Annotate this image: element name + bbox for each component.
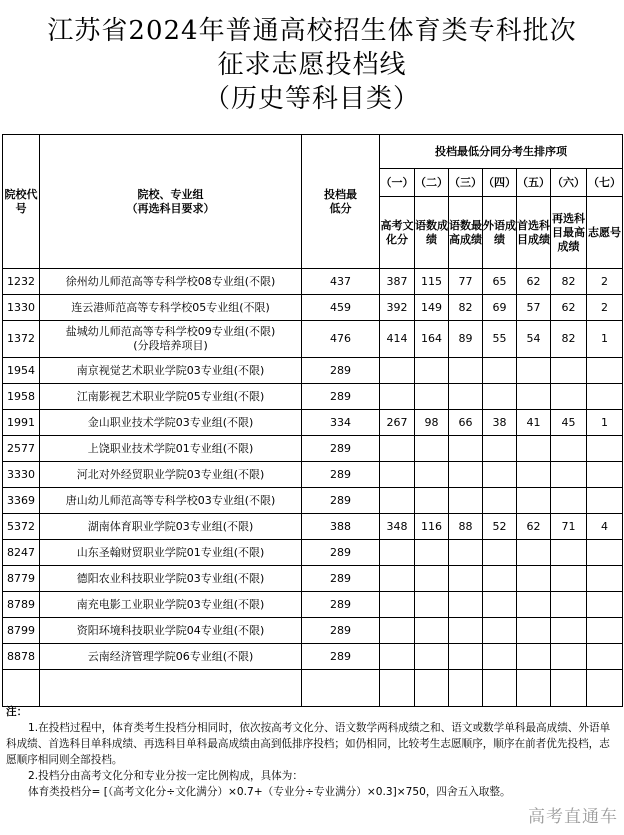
- cell-name: [40, 592, 302, 618]
- cell-code: 8779: [3, 566, 40, 592]
- cell-culture-score: [380, 358, 415, 384]
- cell-foreign-lang: [483, 618, 517, 644]
- cell-code: 1330: [3, 295, 40, 321]
- cell-min-score: 289: [302, 566, 380, 592]
- note-1: 1.在投档过程中，体育类考生投档分相同时，依次按高考文化分、语文数学两科成绩之和、语文或数学单科最高成绩、外语单科成绩、首选科目单科成绩、再选科目单科最高成绩由高到低排序投档；如仍相同，比较考生志愿顺序，顺序在前者优先投档，志愿顺序相同则全部投档。: [6, 722, 611, 766]
- cell-empty: [551, 670, 587, 707]
- table-row: [3, 618, 623, 644]
- cell-name-line1: 江南影视艺术职业学院05专业组(不限): [76, 389, 265, 403]
- cell-min-score: 289: [302, 644, 380, 670]
- cell-preference-no: [587, 358, 623, 384]
- cell-foreign-lang: [483, 566, 517, 592]
- cell-empty: [415, 670, 449, 707]
- cell-preference-no: [587, 592, 623, 618]
- title-line-3: （历史等科目类）: [203, 84, 420, 114]
- cell-code: 1232: [3, 269, 40, 295]
- cell-foreign-lang: [483, 384, 517, 410]
- cell-second-subject-max: 71: [551, 514, 587, 540]
- cell-foreign-lang: 55: [483, 321, 517, 358]
- cell-second-subject-max: [551, 540, 587, 566]
- cell-name: [40, 384, 302, 410]
- cell-name-line1: 盐城幼儿师范高等专科学校09专业组(不限): [65, 325, 276, 338]
- cell-chinese-math-max: [449, 384, 483, 410]
- cell-name: [40, 295, 302, 321]
- cell-foreign-lang: [483, 462, 517, 488]
- cell-culture-score: [380, 384, 415, 410]
- table-row: [3, 462, 623, 488]
- cell-second-subject-max: [551, 644, 587, 670]
- cell-empty: [302, 670, 380, 707]
- cell-first-subject: 41: [517, 410, 551, 436]
- cell-preference-no: 1: [587, 410, 623, 436]
- header-code: 院校代号: [3, 135, 40, 269]
- cell-second-subject-max: 82: [551, 269, 587, 295]
- cell-first-subject: [517, 618, 551, 644]
- cell-preference-no: [587, 540, 623, 566]
- cell-culture-score: [380, 592, 415, 618]
- cell-culture-score: [380, 618, 415, 644]
- cell-chinese-math: [415, 462, 449, 488]
- cell-first-subject: [517, 436, 551, 462]
- cell-min-score: 437: [302, 269, 380, 295]
- cell-min-score: 289: [302, 358, 380, 384]
- table-row: [3, 514, 623, 540]
- cell-first-subject: [517, 488, 551, 514]
- cell-code: 8799: [3, 618, 40, 644]
- cell-min-score: 289: [302, 384, 380, 410]
- cell-preference-no: [587, 566, 623, 592]
- cell-name-line1: 连云港师范高等专科学校05专业组(不限): [71, 300, 270, 314]
- cell-name: [40, 566, 302, 592]
- cell-culture-score: 414: [380, 321, 415, 358]
- cell-empty: [40, 670, 302, 707]
- cell-empty: [517, 670, 551, 707]
- cell-name: [40, 618, 302, 644]
- cell-empty: [587, 670, 623, 707]
- cell-chinese-math-max: [449, 592, 483, 618]
- cell-min-score: 388: [302, 514, 380, 540]
- cell-chinese-math-max: 89: [449, 321, 483, 358]
- header-min-score: 投档最低分: [302, 135, 380, 269]
- header-name-line1: 院校、专业组: [137, 187, 204, 201]
- table-row: [3, 566, 623, 592]
- cell-name-line1: 上饶职业技术学院01专业组(不限): [87, 441, 254, 455]
- table-row-empty: [3, 670, 623, 707]
- cell-second-subject-max: [551, 566, 587, 592]
- cell-chinese-math: [415, 566, 449, 592]
- cell-empty: [380, 670, 415, 707]
- cell-min-score: 289: [302, 592, 380, 618]
- cell-code: 3369: [3, 488, 40, 514]
- header-col-label: 外语成绩: [483, 197, 517, 269]
- cell-code: 1954: [3, 358, 40, 384]
- cell-culture-score: [380, 488, 415, 514]
- cell-name: [40, 358, 302, 384]
- cell-second-subject-max: [551, 592, 587, 618]
- cell-second-subject-max: [551, 358, 587, 384]
- header-col-label: 语数最高成绩: [449, 197, 483, 269]
- cell-preference-no: [587, 384, 623, 410]
- cell-min-score: 459: [302, 295, 380, 321]
- cell-chinese-math: [415, 618, 449, 644]
- table-row: [3, 592, 623, 618]
- cell-chinese-math-max: 88: [449, 514, 483, 540]
- cell-name-line1: 湖南体育职业学院03专业组(不限): [87, 519, 254, 533]
- cell-name: [40, 462, 302, 488]
- cell-name-line1: 金山职业技术学院03专业组(不限): [87, 415, 254, 429]
- header-tiebreak-title: 投档最低分同分考生排序项: [380, 135, 623, 169]
- cell-chinese-math-max: [449, 540, 483, 566]
- cell-chinese-math-max: [449, 488, 483, 514]
- cell-code: 8789: [3, 592, 40, 618]
- cell-preference-no: [587, 488, 623, 514]
- cell-name-line1: 资阳环境科技职业学院04专业组(不限): [76, 623, 265, 637]
- cell-code: 1372: [3, 321, 40, 358]
- title-block: [0, 0, 624, 120]
- table-row: [3, 321, 623, 358]
- cell-preference-no: [587, 462, 623, 488]
- notes: [6, 704, 618, 800]
- cell-name: [40, 410, 302, 436]
- cell-foreign-lang: [483, 644, 517, 670]
- cell-chinese-math-max: 77: [449, 269, 483, 295]
- cell-min-score: 289: [302, 462, 380, 488]
- cell-first-subject: [517, 566, 551, 592]
- header-name: [40, 135, 302, 269]
- cell-name: [40, 436, 302, 462]
- cell-first-subject: [517, 644, 551, 670]
- table-row: [3, 410, 623, 436]
- cell-code: 2577: [3, 436, 40, 462]
- cell-culture-score: 392: [380, 295, 415, 321]
- cell-culture-score: 267: [380, 410, 415, 436]
- table-row: [3, 384, 623, 410]
- cell-foreign-lang: 69: [483, 295, 517, 321]
- header-col-num: （四）: [483, 169, 517, 197]
- cell-first-subject: 62: [517, 269, 551, 295]
- cell-preference-no: 2: [587, 269, 623, 295]
- cell-chinese-math-max: [449, 462, 483, 488]
- header-col-num: （三）: [449, 169, 483, 197]
- table-body: [3, 269, 623, 707]
- cell-second-subject-max: [551, 436, 587, 462]
- cell-chinese-math: 115: [415, 269, 449, 295]
- header-col-label: 语数成绩: [415, 197, 449, 269]
- header-col-label: 再选科目最高成绩: [551, 197, 587, 269]
- cell-code: 1958: [3, 384, 40, 410]
- cell-name: [40, 269, 302, 295]
- cell-name: [40, 514, 302, 540]
- cell-first-subject: 62: [517, 514, 551, 540]
- cell-name-line2: (分段培养项目): [133, 339, 208, 352]
- cell-chinese-math: [415, 592, 449, 618]
- header-col-label: 志愿号: [587, 197, 623, 269]
- cell-code: 5372: [3, 514, 40, 540]
- cell-min-score: 289: [302, 436, 380, 462]
- cell-chinese-math: [415, 384, 449, 410]
- cell-name: [40, 644, 302, 670]
- header-col-label: 高考文化分: [380, 197, 415, 269]
- cell-culture-score: 348: [380, 514, 415, 540]
- cell-preference-no: [587, 644, 623, 670]
- title-line-2: 征求志愿投档线: [217, 50, 407, 80]
- cell-preference-no: [587, 618, 623, 644]
- cell-first-subject: [517, 358, 551, 384]
- header-col-num: （五）: [517, 169, 551, 197]
- table-row: [3, 295, 623, 321]
- cell-second-subject-max: [551, 462, 587, 488]
- cell-chinese-math: 149: [415, 295, 449, 321]
- watermark: 高考直通车: [528, 807, 618, 827]
- cell-chinese-math-max: 82: [449, 295, 483, 321]
- header-col-num: （一）: [380, 169, 415, 197]
- cell-second-subject-max: 45: [551, 410, 587, 436]
- cell-second-subject-max: 82: [551, 321, 587, 358]
- cell-chinese-math: [415, 540, 449, 566]
- header-col-num: （七）: [587, 169, 623, 197]
- header-name-line2: （再选科目要求）: [126, 201, 215, 215]
- cell-foreign-lang: [483, 488, 517, 514]
- cell-empty: [3, 670, 40, 707]
- cell-preference-no: 4: [587, 514, 623, 540]
- cell-second-subject-max: 62: [551, 295, 587, 321]
- cell-name-line1: 河北对外经贸职业学院03专业组(不限): [76, 467, 265, 481]
- cell-foreign-lang: 52: [483, 514, 517, 540]
- cell-min-score: 289: [302, 488, 380, 514]
- cell-culture-score: [380, 566, 415, 592]
- cell-first-subject: 57: [517, 295, 551, 321]
- cell-second-subject-max: [551, 618, 587, 644]
- cell-chinese-math-max: [449, 358, 483, 384]
- cell-preference-no: [587, 436, 623, 462]
- cell-min-score: 476: [302, 321, 380, 358]
- cell-empty: [483, 670, 517, 707]
- cell-min-score: 334: [302, 410, 380, 436]
- cell-preference-no: 1: [587, 321, 623, 358]
- cell-name-line1: 唐山幼儿师范高等专科学校03专业组(不限): [65, 493, 276, 507]
- cell-name-line1: 南京视觉艺术职业学院03专业组(不限): [76, 363, 265, 377]
- cell-chinese-math: [415, 436, 449, 462]
- cell-name: [40, 540, 302, 566]
- cell-foreign-lang: [483, 358, 517, 384]
- cell-chinese-math-max: [449, 644, 483, 670]
- cell-first-subject: [517, 592, 551, 618]
- cell-foreign-lang: [483, 540, 517, 566]
- cell-second-subject-max: [551, 488, 587, 514]
- header-col-label: 首选科目成绩: [517, 197, 551, 269]
- cell-second-subject-max: [551, 384, 587, 410]
- cell-chinese-math: [415, 488, 449, 514]
- cell-chinese-math: 116: [415, 514, 449, 540]
- cell-name: [40, 488, 302, 514]
- cell-culture-score: [380, 540, 415, 566]
- cell-code: 1991: [3, 410, 40, 436]
- cell-foreign-lang: 38: [483, 410, 517, 436]
- cell-preference-no: 2: [587, 295, 623, 321]
- title-line-1: 江苏省2024年普通高校招生体育类专科批次: [47, 16, 577, 46]
- cell-name-line1: 德阳农业科技职业学院03专业组(不限): [76, 571, 265, 585]
- cell-chinese-math: [415, 358, 449, 384]
- notes-label: 注：: [6, 706, 28, 718]
- cell-min-score: 289: [302, 540, 380, 566]
- cell-chinese-math: 164: [415, 321, 449, 358]
- note-2: 2.投档分由高考文化分和专业分按一定比例构成，具体为：: [28, 770, 303, 782]
- cell-code: 8247: [3, 540, 40, 566]
- cell-code: 8878: [3, 644, 40, 670]
- table-row: [3, 644, 623, 670]
- cell-first-subject: [517, 462, 551, 488]
- note-3: 体育类投档分= [（高考文化分÷文化满分）×0.7+（专业分÷专业满分）×0.3]×750，四舍五入取整。: [28, 786, 511, 798]
- header-col-num: （六）: [551, 169, 587, 197]
- cell-code: 3330: [3, 462, 40, 488]
- cell-min-score: 289: [302, 618, 380, 644]
- cell-first-subject: [517, 384, 551, 410]
- cell-empty: [449, 670, 483, 707]
- cell-chinese-math: [415, 644, 449, 670]
- cell-name-line1: 云南经济管理学院06专业组(不限): [87, 649, 254, 663]
- admission-table: [2, 134, 623, 707]
- cell-foreign-lang: 65: [483, 269, 517, 295]
- table-row: [3, 358, 623, 384]
- header-col-num: （二）: [415, 169, 449, 197]
- cell-name-line1: 徐州幼儿师范高等专科学校08专业组(不限): [65, 274, 276, 288]
- cell-culture-score: 387: [380, 269, 415, 295]
- table-row: [3, 436, 623, 462]
- cell-chinese-math-max: [449, 436, 483, 462]
- cell-culture-score: [380, 436, 415, 462]
- cell-name-line1: 南充电影工业职业学院03专业组(不限): [76, 597, 265, 611]
- cell-first-subject: [517, 540, 551, 566]
- table-row: [3, 540, 623, 566]
- cell-first-subject: 54: [517, 321, 551, 358]
- cell-name-line1: 山东圣翰财贸职业学院01专业组(不限): [76, 545, 265, 559]
- table-row: [3, 488, 623, 514]
- cell-foreign-lang: [483, 436, 517, 462]
- cell-culture-score: [380, 644, 415, 670]
- cell-chinese-math-max: [449, 566, 483, 592]
- cell-foreign-lang: [483, 592, 517, 618]
- cell-chinese-math: 98: [415, 410, 449, 436]
- cell-chinese-math-max: [449, 618, 483, 644]
- table-row: [3, 269, 623, 295]
- cell-name: [40, 321, 302, 358]
- cell-chinese-math-max: 66: [449, 410, 483, 436]
- cell-culture-score: [380, 462, 415, 488]
